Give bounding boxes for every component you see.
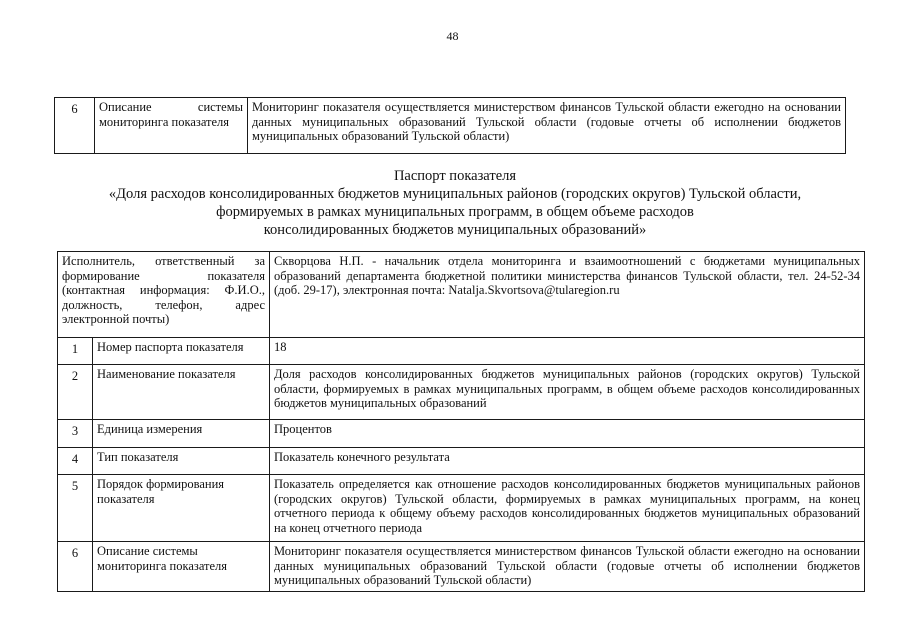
row-number: 4: [58, 448, 93, 475]
passport-line-3: консолидированных бюджетов муниципальных образований»: [263, 222, 647, 238]
passport-line-1: «Доля расходов консолидированных бюджетов муниципальных районов (городских округов) Тульской области,: [108, 186, 802, 202]
table-row: [58, 365, 865, 420]
row-number: 3: [58, 420, 93, 448]
page-number: 48: [446, 29, 459, 43]
row-label: Порядок формирования показателя: [93, 475, 270, 542]
passport-heading: [60, 167, 850, 239]
passport-title: Паспорт показателя: [393, 168, 517, 184]
row-value: Процентов: [270, 420, 865, 448]
table-row: [55, 98, 846, 154]
row-label: Наименование показателя: [93, 365, 270, 420]
row-value: Доля расходов консолидированных бюджетов муниципальных районов (городских округов) Тульской области, формируемых в рамках муниципальных программ, в общем объеме расходов консолидированных бюджетов муниципальных образований: [270, 365, 865, 420]
row-value: 18: [270, 338, 865, 365]
row-label: Номер паспорта показателя: [93, 338, 270, 365]
row-number: 2: [58, 365, 93, 420]
table-row: [58, 338, 865, 365]
row-label: Описание системы мониторинга показателя: [95, 98, 248, 154]
row-label: Единица измерения: [93, 420, 270, 448]
passport-table: [57, 251, 865, 592]
row-value: Показатель определяется как отношение расходов консолидированных бюджетов муниципальных районов (городских округов) Тульской области, формируемых в рамках муниципальных программ, на конец отчетного периода к общему объему расходов консолидированных бюджетов муниципальных образований на конец отчетного периода: [270, 475, 865, 542]
passport-line-2: формируемых в рамках муниципальных программ, в общем объеме расходов: [216, 204, 694, 220]
table-row: [58, 448, 865, 475]
row-value: Мониторинг показателя осуществляется министерством финансов Тульской области ежегодно на основании данных муниципальных образований Тульской области (годовые отчеты об исполнении бюджетов муниципальных образований Тульской области): [270, 542, 865, 592]
row-number: 5: [58, 475, 93, 542]
row-value: Показатель конечного результата: [270, 448, 865, 475]
row-number: 1: [58, 338, 93, 365]
responsible-value: Скворцова Н.П. - начальник отдела мониторинга и взаимоотношений с бюджетами муниципальных образований департамента бюджетной политики министерства финансов Тульской области, тел. 24-52-34 (доб. 29-17), электронная почта: Natalja.Skvortsova@tularegion.ru: [270, 252, 865, 338]
row-number: 6: [55, 98, 95, 154]
table-row: [58, 475, 865, 542]
row-value: Мониторинг показателя осуществляется министерством финансов Тульской области ежегодно на основании данных муниципальных образований Тульской области (годовые отчеты об исполнении бюджетов муниципальных образований Тульской области): [248, 98, 846, 154]
table-row: [58, 252, 865, 338]
row-label: Тип показателя: [93, 448, 270, 475]
top-table: [54, 97, 846, 154]
responsible-label: Исполнитель, ответственный за формирование показателя (контактная информация: Ф.И.О., должность, телефон, адрес электронной почты): [58, 252, 270, 338]
row-number: 6: [58, 542, 93, 592]
table-row: [58, 420, 865, 448]
table-row: [58, 542, 865, 592]
row-label: Описание системы мониторинга показателя: [93, 542, 270, 592]
